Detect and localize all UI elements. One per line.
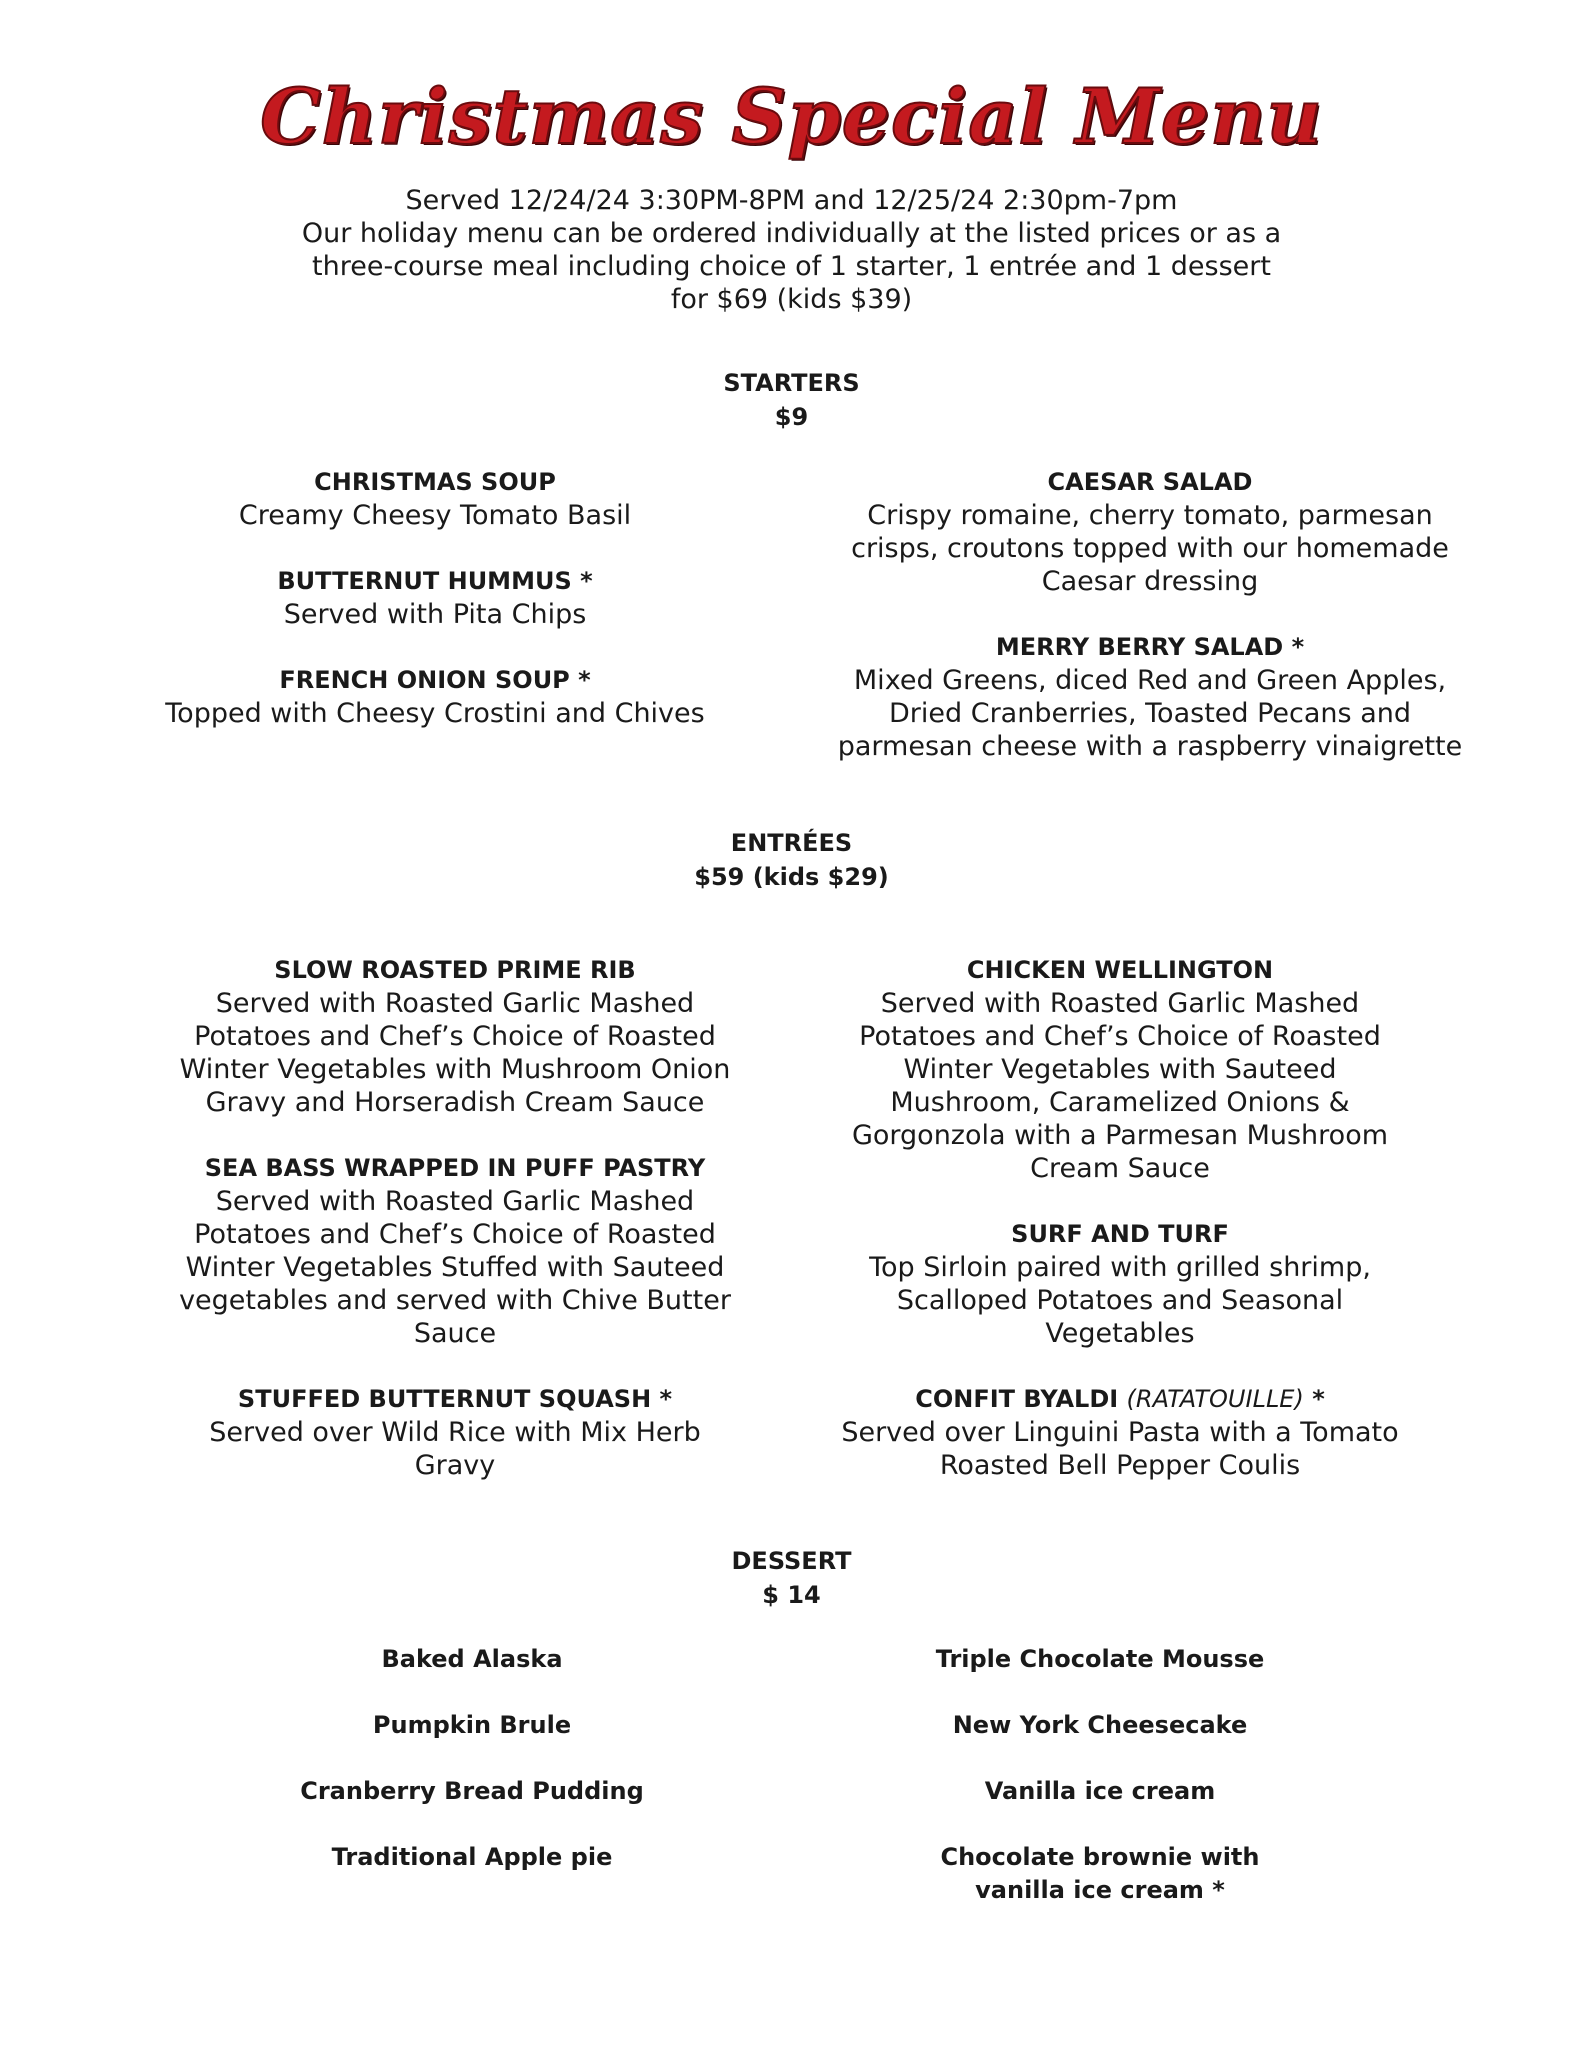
dessert-right-column <box>800 1643 1400 1907</box>
menu-item <box>135 1383 775 1482</box>
intro-line: for $69 (kids $39) <box>670 284 913 315</box>
item-desc: Sauce <box>413 1318 497 1349</box>
item-desc: crisps, croutons topped with our homemade <box>851 533 1449 564</box>
intro-text <box>0 184 1583 316</box>
item-desc: vegetables and served with Chive Butter <box>179 1285 731 1316</box>
item-name-part: CONFIT BYALDI <box>915 1385 1127 1413</box>
intro-line: Served 12/24/24 3:30PM-8PM and 12/25/24 2:30pm-7pm <box>405 185 1178 216</box>
menu-item <box>135 664 735 730</box>
item-desc: Winter Vegetables with Sauteed <box>903 1054 1337 1085</box>
section-title: DESSERT <box>731 1547 852 1575</box>
section-title: STARTERS <box>723 369 860 397</box>
item-desc: Vegetables <box>1045 1318 1195 1349</box>
menu-item <box>135 565 735 631</box>
item-name: CAESAR SALAD <box>1047 468 1253 496</box>
menu-item <box>135 466 735 532</box>
item-name: CHRISTMAS SOUP <box>314 468 556 496</box>
item-desc: Served with Roasted Garlic Mashed <box>880 988 1360 1019</box>
item-name: STUFFED BUTTERNUT SQUASH * <box>237 1385 673 1413</box>
menu-item <box>800 954 1440 1185</box>
dessert-left-column <box>172 1643 772 1907</box>
item-desc: Topped with Cheesy Crostini and Chives <box>165 698 705 729</box>
item-desc: Dried Cranberries, Toasted Pecans and <box>889 698 1411 729</box>
menu-item <box>800 1218 1440 1350</box>
item-desc: Served with Pita Chips <box>283 599 587 630</box>
item-name: SEA BASS WRAPPED IN PUFF PASTRY <box>204 1154 706 1182</box>
item-desc: Gravy <box>414 1450 496 1481</box>
dessert-item <box>800 1841 1400 1907</box>
item-desc: Scalloped Potatoes and Seasonal <box>896 1285 1344 1316</box>
dessert-item: Cranberry Bread Pudding <box>300 1777 644 1805</box>
starters-right-column <box>800 466 1500 796</box>
entrees-right-column <box>800 954 1440 1515</box>
item-desc: Served over Wild Rice with Mix Herb <box>209 1417 701 1448</box>
item-name: CHICKEN WELLINGTON <box>966 956 1274 984</box>
menu-title: Christmas Special Menu <box>260 72 1323 161</box>
dessert-heading <box>0 1544 1583 1612</box>
dessert-item: Baked Alaska <box>381 1645 563 1673</box>
item-desc: Potatoes and Chef’s Choice of Roasted <box>194 1021 716 1052</box>
item-desc: Winter Vegetables Stuffed with Sauteed <box>185 1252 725 1283</box>
intro-line: three-course meal including choice of 1 starter, 1 entrée and 1 dessert <box>312 251 1271 282</box>
item-name-italic: (RATATOUILLE) <box>1126 1385 1304 1413</box>
dessert-line: Chocolate brownie with <box>940 1843 1260 1871</box>
menu-item <box>135 1152 775 1350</box>
item-desc: Served over Linguini Pasta with a Tomato <box>841 1417 1399 1448</box>
section-title: ENTRÉES <box>730 829 853 857</box>
item-desc: Served with Roasted Garlic Mashed <box>215 1186 695 1217</box>
item-name: SLOW ROASTED PRIME RIB <box>274 956 636 984</box>
starters-heading <box>0 366 1583 434</box>
dessert-item: Pumpkin Brule <box>372 1711 572 1739</box>
menu-item <box>800 466 1500 598</box>
menu-item <box>800 1383 1440 1482</box>
menu-item <box>800 631 1500 763</box>
item-desc: Crispy romaine, cherry tomato, parmesan <box>867 500 1433 531</box>
item-desc: Caesar dressing <box>1041 566 1259 597</box>
item-desc: Potatoes and Chef’s Choice of Roasted <box>859 1021 1381 1052</box>
item-desc: Gorgonzola with a Parmesan Mushroom <box>851 1120 1389 1151</box>
menu-item <box>135 954 775 1119</box>
item-desc: Creamy Cheesy Tomato Basil <box>238 500 632 531</box>
item-desc: Winter Vegetables with Mushroom Onion <box>179 1054 731 1085</box>
section-price: $59 (kids $29) <box>694 863 889 891</box>
dessert-line: vanilla ice cream * <box>975 1876 1225 1904</box>
intro-line: Our holiday menu can be ordered individually at the listed prices or as a <box>301 218 1282 249</box>
item-desc: Cream Sauce <box>1030 1153 1210 1184</box>
dessert-item: Traditional Apple pie <box>331 1843 613 1871</box>
item-desc: Mixed Greens, diced Red and Green Apples, <box>853 665 1447 696</box>
item-desc: parmesan cheese with a raspberry vinaigrette <box>837 731 1463 762</box>
section-price: $9 <box>774 403 809 431</box>
item-desc: Top Sirloin paired with grilled shrimp, <box>869 1252 1371 1283</box>
item-desc: Potatoes and Chef’s Choice of Roasted <box>194 1219 716 1250</box>
item-name-part: * <box>1303 1385 1325 1413</box>
entrees-left-column <box>135 954 775 1515</box>
item-name: MERRY BERRY SALAD * <box>995 633 1305 661</box>
item-name: SURF AND TURF <box>1011 1220 1229 1248</box>
section-price: $ 14 <box>762 1581 821 1609</box>
item-desc: Mushroom, Caramelized Onions & <box>890 1087 1350 1118</box>
dessert-item: Triple Chocolate Mousse <box>935 1645 1265 1673</box>
item-desc: Served with Roasted Garlic Mashed <box>215 988 695 1019</box>
dessert-item: Vanilla ice cream <box>984 1777 1216 1805</box>
item-desc: Gravy and Horseradish Cream Sauce <box>205 1087 705 1118</box>
dessert-item: New York Cheesecake <box>952 1711 1248 1739</box>
item-desc: Roasted Bell Pepper Coulis <box>939 1450 1301 1481</box>
entrees-heading <box>0 826 1583 894</box>
item-name <box>800 1383 1440 1416</box>
item-name: FRENCH ONION SOUP * <box>279 666 591 694</box>
item-name: BUTTERNUT HUMMUS * <box>277 567 593 595</box>
starters-left-column <box>135 466 735 763</box>
